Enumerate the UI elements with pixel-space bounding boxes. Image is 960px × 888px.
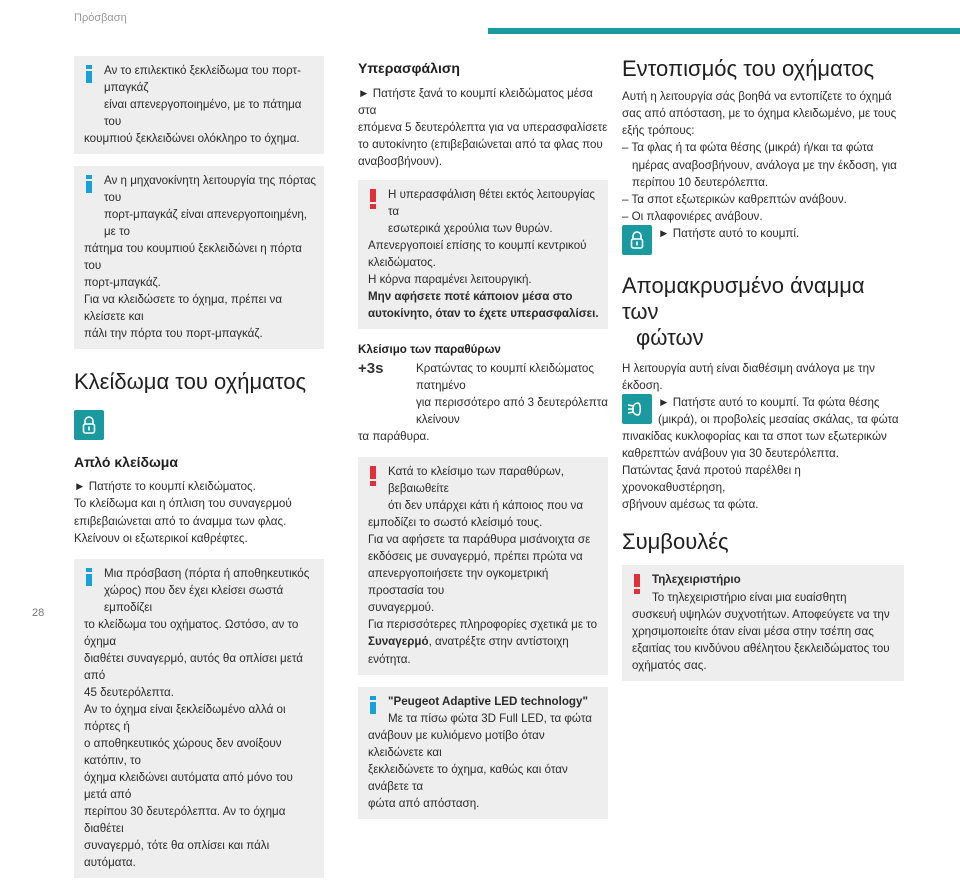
body-text: – Τα σποτ εξωτερικών καθρεπτών ανάβουν. (622, 192, 847, 206)
note-text: Κατά το κλείσιμο των παραθύρων, βεβαιωθείτε (388, 465, 564, 496)
note-text: Η υπερασφάλιση θέτει εκτός λειτουργίας τα (388, 187, 595, 218)
headlamp-icon (622, 394, 652, 424)
note-text: συσκευή υψηλών συχνοτήτων. Αποφεύγετε να την (632, 607, 890, 621)
note-text: οχήματός σας. (632, 658, 707, 672)
note-text: εξαιτίας του κινδύνου αθέλητου ξεκλειδώματος του (632, 641, 890, 655)
body-text: καθρεπτών ανάβουν για 30 δευτερόλεπτα. (622, 446, 839, 460)
note-text: 45 δευτερόλεπτα. (84, 685, 174, 699)
note-text: Απενεργοποιεί επίσης το κουμπί κεντρικού (368, 238, 587, 252)
column-2 (358, 56, 608, 829)
note-text: ανάβουν με κυλιόμενο μοτίβο όταν κλειδώνετε και (368, 728, 545, 759)
body-text: ► Πατήστε αυτό το κουμπί. (658, 226, 800, 240)
note-text: πορτ-μπαγκάζ είναι απενεργοποιημένη, με το (104, 208, 308, 239)
warning-note-remote-control (622, 565, 904, 680)
body-text: το αυτοκίνητο (επιβεβαιώνεται από τα φλας που (358, 137, 603, 151)
note-text: όχημα κλειδώνει αυτόματα από μόνο του μετά από (84, 770, 293, 801)
note-text: , ανατρέξτε στην αντίστοιχη ενότητα. (368, 635, 569, 666)
info-note-adaptive-led (358, 687, 608, 819)
warning-icon (370, 189, 376, 209)
note-text: Για να αφήσετε τα παράθυρα μισάνοιχτα σε (368, 533, 591, 547)
note-text: Αν το όχημα είναι ξεκλείδωμένο αλλά οι πόρτες ή (84, 702, 286, 733)
warning-note-windows (358, 457, 608, 674)
body-text: Το κλείδωμα και η όπλιση του συναγερμού (74, 497, 292, 511)
note-text: Αν η μηχανοκίνητη λειτουργία της πόρτας του (104, 174, 316, 205)
info-icon (86, 65, 92, 81)
body-text: για περισσότερο από 3 δευτερόλεπτα κλείνουν (416, 396, 608, 427)
body-text: σας από απόσταση, με το όχημα κλειδωμένο, με τους (622, 107, 897, 121)
body-text: περίπου 10 δευτερόλεπτα. (632, 175, 769, 189)
body-text: – Τα φλας ή τα φώτα θέσης (μικρά) ή/και τα φώτα (622, 141, 874, 155)
info-icon (86, 175, 92, 191)
lock-icon (622, 225, 652, 255)
note-text: Με τα πίσω φώτα 3D Full LED, τα φώτα (388, 711, 592, 725)
column-3 (622, 56, 904, 691)
section-title-locking: Κλείδωμα του οχήματος (74, 369, 307, 395)
note-text: είναι απενεργοποιημένο, με το πάτημα του (104, 98, 302, 129)
note-text: το κλείδωμα του οχήματος. Ωστόσο, αν το όχημα (84, 617, 299, 648)
note-text: συναγερμό, τότε θα οπλίσει και πάλι αυτόματα. (84, 839, 270, 870)
note-text: Το τηλεχειριστήριο είναι μια ευαίσθητη (652, 590, 847, 604)
body-text: (μικρά), οι προβολείς μεσαίας σκάλας, τα φώτα (658, 412, 899, 426)
section-title-locate-vehicle: Εντοπισμός του οχήματος (622, 56, 875, 81)
alarm-link-text: Συναγερμό (368, 635, 429, 649)
plus-3s-icon: +3s (358, 360, 384, 378)
info-icon (86, 568, 92, 584)
body-text: επόμενα 5 δευτερόλεπτα για να υπερασφαλίσετε (358, 120, 608, 134)
note-text (368, 633, 600, 667)
lock-icon (74, 410, 104, 440)
note-text: Αν το επιλεκτικό ξεκλείδωμα του πορτ-μπαγκάζ (104, 64, 301, 95)
note-text: αυτοκίνητο, όταν το έχετε υπερασφαλίσει. (368, 306, 599, 320)
header-accent-bar (488, 28, 960, 34)
info-note-selective-unlock (74, 56, 324, 154)
note-text: ο αποθηκευτικός χώρους δεν ανοίξουν κατόπιν, το (84, 736, 282, 767)
body-text: Πατώντας ξανά προτού παρέλθει η χρονοκαθυστέρηση, (622, 464, 801, 495)
note-text: περίπου 30 δευτερόλεπτα. Αν το όχημα διαθέτει (84, 805, 286, 836)
note-text: διαθέτει συναγερμό, αυτός θα οπλίσει μετά από (84, 651, 304, 682)
page-number: 28 (32, 607, 45, 619)
body-text: ► Πατήστε το κουμπί κλειδώματος. (74, 480, 256, 494)
note-text: κλειδώματος. (368, 255, 436, 269)
body-text: Κρατώντας το κουμπί κλειδώματος πατημένο (416, 362, 594, 393)
note-text: Μην αφήσετε ποτέ κάποιον μέσα στο (368, 289, 573, 303)
warning-icon (634, 574, 640, 594)
note-text: κουμπιού ξεκλειδώνει ολόκληρο το όχημα. (84, 132, 300, 146)
note-text: πάλι την πόρτα του πορτ-μπαγκάζ. (84, 327, 263, 341)
note-text: Για περισσότερες πληροφορίες σχετικά με το (368, 618, 598, 632)
body-text: αναβοσβήνουν). (358, 154, 443, 168)
note-text: ότι δεν υπάρχει κάτι ή κάποιος που να (388, 499, 584, 513)
body-text: ► Πατήστε ξανά το κουμπί κλειδώματος μέσα στα (358, 86, 593, 117)
body-text: Κλείνουν οι εξωτερικοί καθρέφτες. (74, 531, 248, 545)
note-text: εμποδίζει το σωστό κλείσιμό τους. (368, 516, 543, 530)
info-note-access-open (74, 559, 324, 879)
warning-icon (370, 466, 376, 486)
warning-note-deadlocking (358, 180, 608, 329)
section-title-advice: Συμβουλές (622, 529, 729, 555)
note-text: πάτημα του κουμπιού ξεκλειδώνει η πόρτα του (84, 242, 302, 273)
note-text: χρησιμοποιείτε όταν είναι μέσα στην τσέπη σας (632, 624, 874, 638)
body-text: τα παράθυρα. (358, 430, 430, 444)
note-text: συναγερμού. (368, 601, 435, 615)
note-title: "Peugeot Adaptive LED technology" (388, 694, 588, 708)
body-text: Η λειτουργία αυτή είναι διαθέσιμη ανάλογα με την (622, 361, 875, 375)
lighting-button-row (622, 394, 904, 428)
body-text: εξής τρόπους: (622, 124, 695, 138)
note-text: Η κόρνα παραμένει λειτουργική. (368, 272, 532, 286)
info-note-powered-tailgate (74, 166, 324, 349)
body-text: ► Πατήστε αυτό το κουμπί. Τα φώτα θέσης (658, 395, 880, 409)
note-text: χώρος) που δεν έχει κλείσει σωστά εμποδίζει (104, 583, 284, 614)
body-text: πινακίδας κυκλοφορίας και τα σποτ των εξωτερικών (622, 429, 887, 443)
body-text: επιβεβαιώνεται από το άναμμα των φλας. (74, 514, 287, 528)
info-icon (370, 696, 376, 712)
title-line: Απομακρυσμένο άναμμα των (622, 272, 865, 325)
body-text: Αυτή η λειτουργία σάς βοηθά να εντοπίζετε το όχημά (622, 90, 892, 104)
body-text: ημέρας αναβοσβήνουν, ανάλογα με την έκδοση, για (632, 158, 897, 172)
column-1 (74, 56, 324, 888)
subtitle-simple-locking: Απλό κλείδωμα (74, 453, 178, 470)
note-text: ξεκλειδώνετε το όχημα, καθώς και όταν ανάβετε τα (368, 762, 568, 793)
section-title-deadlocking: Υπερασφάλιση (358, 60, 460, 76)
locate-button-row (622, 225, 904, 255)
note-text: φώτα από απόσταση. (368, 796, 480, 810)
note-text: Για να κλειδώσετε το όχημα, πρέπει να κλείσετε και (84, 293, 283, 324)
note-title: Τηλεχειριστήριο (652, 573, 741, 587)
closing-windows-row (358, 360, 608, 428)
body-text: – Οι πλαφονιέρες ανάβουν. (622, 209, 763, 223)
section-title-remote-lighting (622, 273, 904, 352)
header-label: Πρόσβαση (74, 12, 127, 24)
note-text: εκδόσεις με συναγερμό, πρέπει πρώτα να (368, 550, 583, 564)
body-text: έκδοση. (622, 378, 663, 392)
body-text: σβήνουν αμέσως τα φώτα. (622, 498, 759, 512)
note-text: εσωτερικά χερούλια των θυρών. (388, 221, 553, 235)
subtitle-closing-windows: Κλείσιμο των παραθύρων (358, 342, 501, 356)
note-text: Μια πρόσβαση (πόρτα ή αποθηκευτικός (104, 566, 310, 580)
note-text: απενεργοποιήσετε την ογκομετρική προστασία του (368, 567, 549, 598)
title-line: φώτων (636, 325, 704, 351)
note-text: πορτ-μπαγκάζ. (84, 276, 161, 290)
